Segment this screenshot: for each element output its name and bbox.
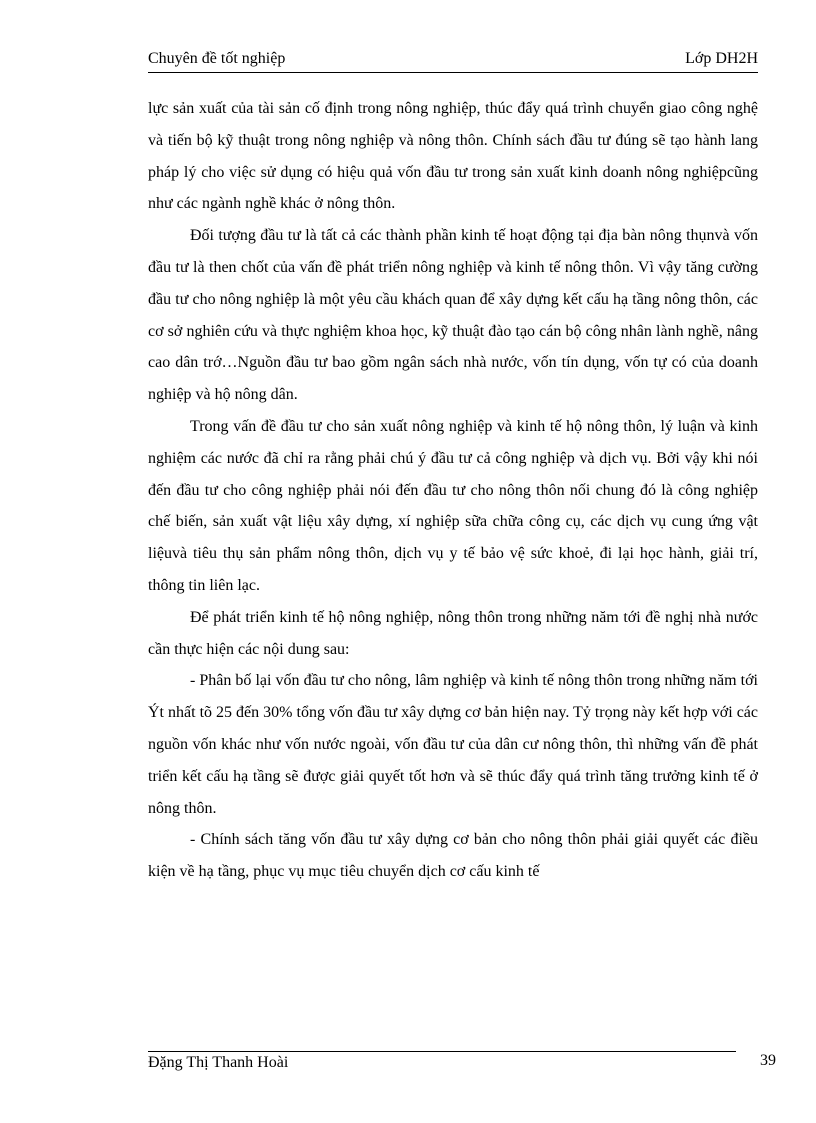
footer-author: Đặng Thị Thanh Hoài — [148, 1054, 289, 1071]
class-label: Lớp DH2H — [685, 50, 758, 67]
paragraph: Đối tượng đầu tư là tất cả các thành phần kinh tế hoạt động tại địa bàn nông thụnvà vốn đầu tư là then chốt của vấn đề phát triển nông nghiệp và kinh tế nông thôn. Vì vậy tăng cường đầu tư cho nông nghiệp là một yêu cầu khách quan để xây dựng kết cấu hạ tầng nông thôn, các cơ sở nghiên cứu và thực nghiệm khoa học, kỹ thuật đào tạo cán bộ công nhân lành nghề, nâng cao dân trớ…Nguồn đầu tư bao gồm ngân sách nhà nước, vốn tín dụng, vốn tự có của doanh nghiệp và hộ nông dân. — [148, 227, 758, 404]
page-header — [148, 50, 758, 73]
paragraph: - Phân bố lại vốn đầu tư cho nông, lâm nghiệp và kinh tế nông thôn trong những năm tới Ýt nhất tõ 25 đến 30% tổng vốn đầu tư xây dựng cơ bản hiện nay. Tỷ trọng này kết hợp với các nguồn vốn khác như vốn nước ngoài, vốn đầu tư của dân cư nông thôn, thì những vấn đề phát triển kết cấu hạ tầng sẽ được giải quyết tốt hơn và sẽ thúc đẩy quá trình tăng trưởng kinh tế ở nông thôn. — [148, 672, 758, 817]
paragraph: lực sản xuất của tài sản cố định trong nông nghiệp, thúc đẩy quá trình chuyển giao công nghệ và tiến bộ kỹ thuật trong nông nghiệp và nông thôn. Chính sách đầu tư đúng sẽ tạo hành lang pháp lý cho việc sử dụng có hiệu quả vốn đầu tư trong sản xuất kinh doanh nông nghiệpcũng như các ngành nghề khác ở nông thôn. — [148, 100, 758, 213]
paragraph: - Chính sách tăng vốn đầu tư xây dựng cơ bản cho nông thôn phải giải quyết các điều kiện về hạ tầng, phục vụ mục tiêu chuyển dịch cơ cấu kinh tế — [148, 831, 758, 881]
document-title: Chuyên đề tốt nghiệp — [148, 50, 286, 67]
paragraph: Để phát triển kinh tế hộ nông nghiệp, nông thôn trong những năm tới đề nghị nhà nước cần thực hiện các nội dung sau: — [148, 608, 758, 658]
body-text — [148, 93, 758, 888]
footer-divider — [148, 1051, 736, 1052]
page-number: 39 — [760, 1052, 776, 1069]
paragraph: Trong vấn đề đầu tư cho sản xuất nông nghiệp và kinh tế hộ nông thôn, lý luận và kinh nghiệm các nước đã chỉ ra rằng phải chú ý đầu tư cả công nghiệp và dịch vụ. Bởi vậy khi nói đến đầu tư cho công nghiệp phải nói đến đầu tư cho nông thôn nối chung đó là công nghiệp chế biến, sản xuất vật liệu xây dựng, xí nghiệp sữa chữa công cụ, các dịch vụ cung ứng vật liệuvà tiêu thụ sản phẩm nông thôn, dịch vụ y tế bảo vệ sức khoẻ, đi lại học hành, giải trí, thông tin liên lạc. — [148, 417, 758, 594]
